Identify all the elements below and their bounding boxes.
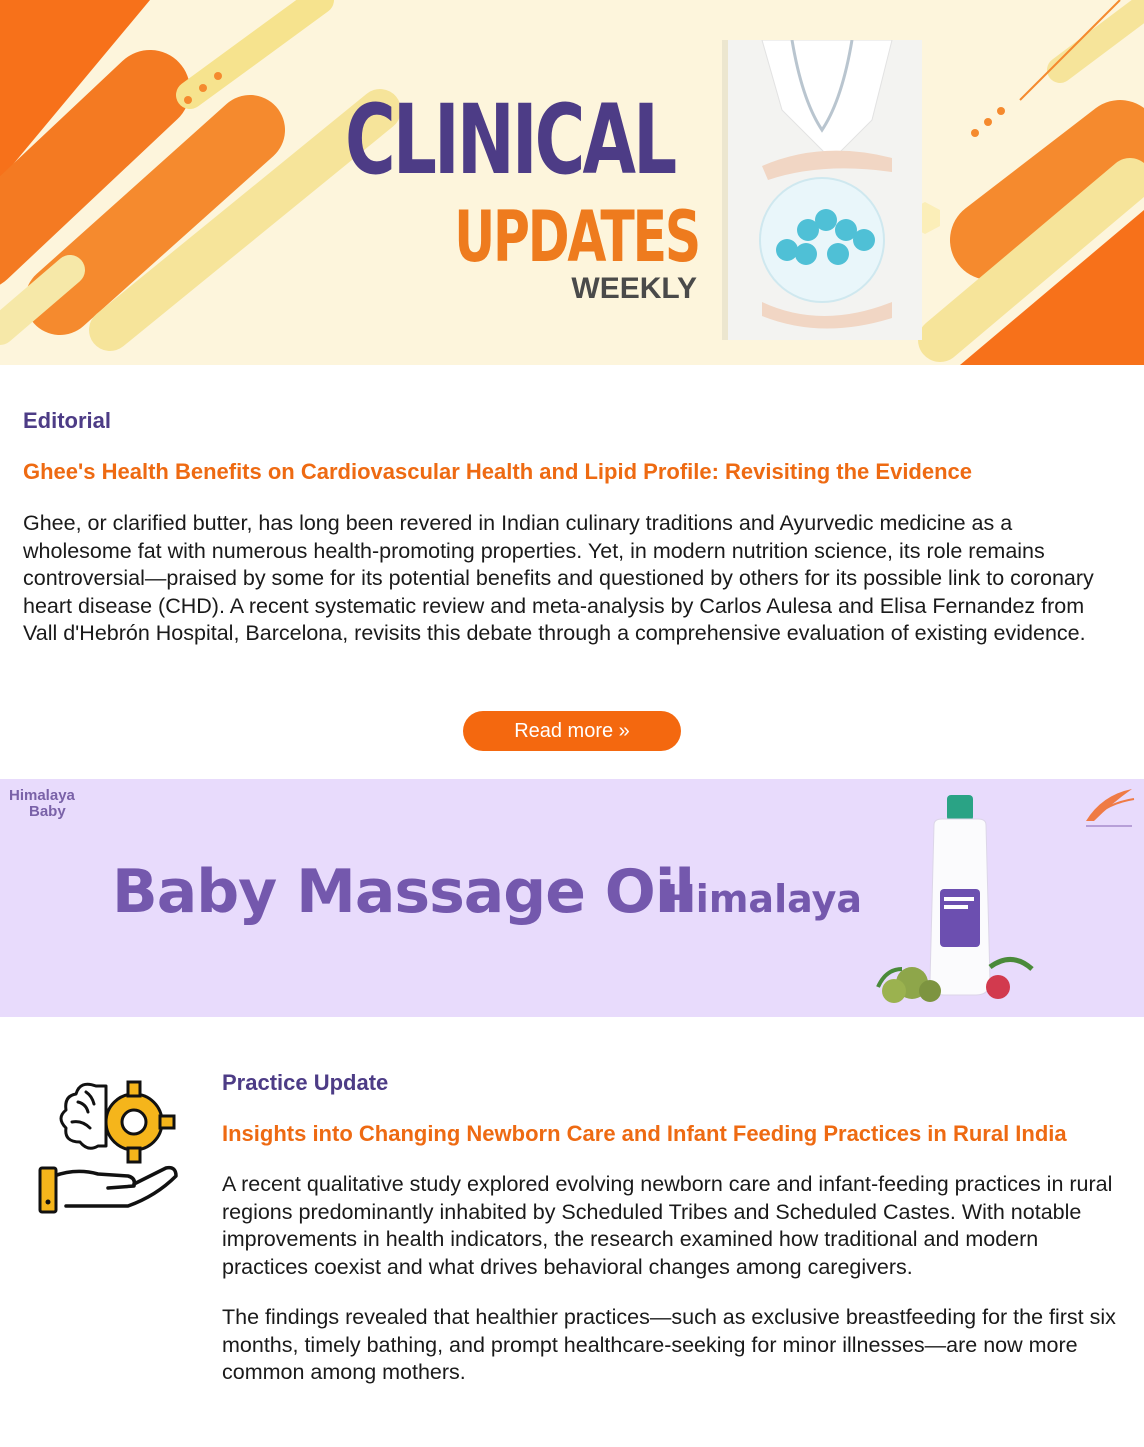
read-more-button[interactable]: Read more » <box>463 711 681 751</box>
section-label-practice-update: Practice Update <box>222 1070 389 1095</box>
title-weekly: WEEKLY <box>571 272 697 305</box>
ad-brand-line2: Baby <box>29 803 66 820</box>
title-clinical: CLINICAL <box>345 84 675 196</box>
section-label-editorial: Editorial <box>23 408 112 433</box>
editorial-article-body: Ghee, or clarified butter, has long been revered in Indian culinary traditions and Ayurvedic medicine as a wholesome fat with numerous health-promoting properties. Yet, in modern nutrition science, its role remains controversial—praised by some for its potential benefits and questioned by others for its possible link to coronary heart disease (CHD). A recent systematic review and meta-analysis by Carlos Aulesa and Elisa Fernandez from Vall d'Hebrón Hospital, Barcelona, revisits this debate through a comprehensive evaluation of existing evidence. <box>23 511 1094 645</box>
doctor-hands-image <box>722 40 922 340</box>
ad-banner-baby-massage-oil[interactable] <box>0 779 1144 1017</box>
oil-bottle-icon <box>872 791 1052 1011</box>
leaf-logo-icon <box>1082 785 1136 829</box>
header-banner <box>0 0 1144 365</box>
title-updates: UPDATES <box>454 196 699 278</box>
ad-brand-logo <box>9 788 75 820</box>
brain-gear-hand-icon <box>36 1072 182 1218</box>
ad-brand-name: Himalaya <box>664 877 862 921</box>
practice-article-paragraph-2: The findings revealed that healthier practices—such as exclusive breastfeeding for the first six months, timely bathing, and prompt healthcare-seeking for minor illnesses—are now more common among mothers. <box>222 1305 1116 1384</box>
practice-article-paragraph-1: A recent qualitative study explored evolving newborn care and infant-feeding practices in rural regions predominantly inhabited by Scheduled Tribes and Scheduled Castes. With notable improvements in health indicators, the research examined how traditional and modern practices coexist and what drives behavioral changes among caregivers. <box>222 1172 1113 1279</box>
editorial-article-title[interactable]: Ghee's Health Benefits on Cardiovascular Health and Lipid Profile: Revisiting the Evidence <box>23 459 973 484</box>
ad-brand-line1: Himalaya <box>9 787 75 804</box>
practice-article-title[interactable]: Insights into Changing Newborn Care and Infant Feeding Practices in Rural India <box>222 1121 1067 1146</box>
ad-headline: Baby Massage Oil <box>112 857 694 927</box>
